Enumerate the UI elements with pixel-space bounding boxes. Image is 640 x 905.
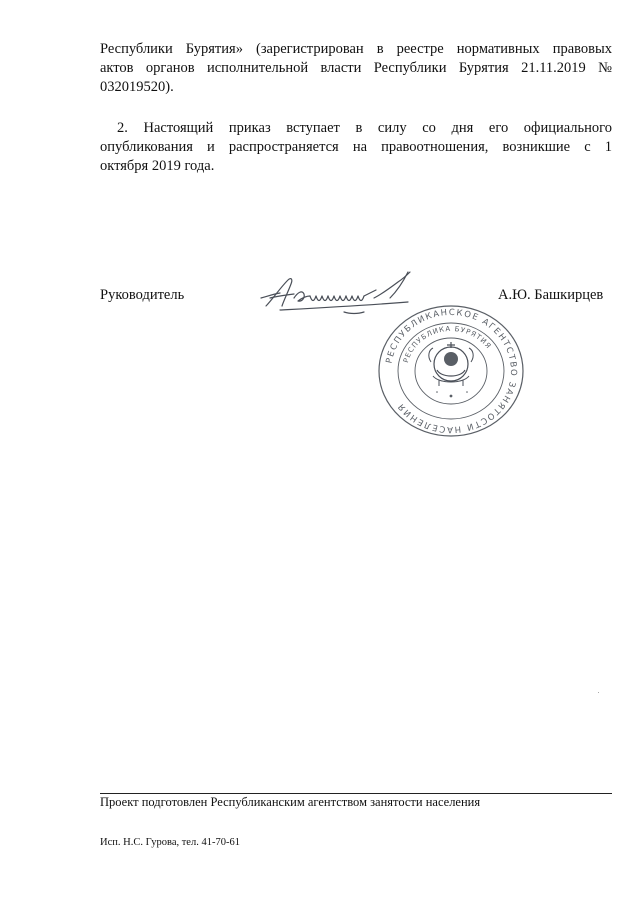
- footer-prepared-by: Проект подготовлен Республиканским агентством занятости населения: [100, 795, 481, 809]
- paragraph-line: октября 2019 года.: [100, 158, 215, 174]
- paragraph-effective-date: [100, 119, 612, 176]
- coat-of-arms-icon: [429, 342, 473, 386]
- footer-divider: [100, 793, 612, 794]
- paragraph-line: Республики Бурятия» (зарегистрирован в реестре нормативных правовых: [100, 41, 612, 57]
- footer-executor: Исп. Н.С. Гурова, тел. 41-70-61: [100, 837, 240, 848]
- paragraph-line: опубликования и распространяется на правоотношения, возникшие с 1: [100, 139, 612, 155]
- paragraph-line: актов органов исполнительной власти Республики Бурятия 21.11.2019 №: [100, 60, 612, 76]
- official-seal: [377, 304, 525, 438]
- seal-speckles: [436, 391, 468, 397]
- paragraph-line: 032019520).: [100, 79, 174, 95]
- signer-name: А.Ю. Башкирцев: [498, 287, 604, 303]
- seal-outer-text: РЕСПУБЛИКАНСКОЕ АГЕНТСТВО ЗАНЯТОСТИ НАСЕЛЕНИЯ: [384, 307, 519, 435]
- paragraph-line: 2. Настоящий приказ вступает в силу со дня его официального: [117, 120, 612, 136]
- signer-position: Руководитель: [100, 287, 185, 303]
- seal-inner-text: РЕСПУБЛИКА БУРЯТИЯ: [402, 324, 493, 364]
- scan-speck: [598, 692, 599, 693]
- paragraph-registration: [100, 40, 612, 97]
